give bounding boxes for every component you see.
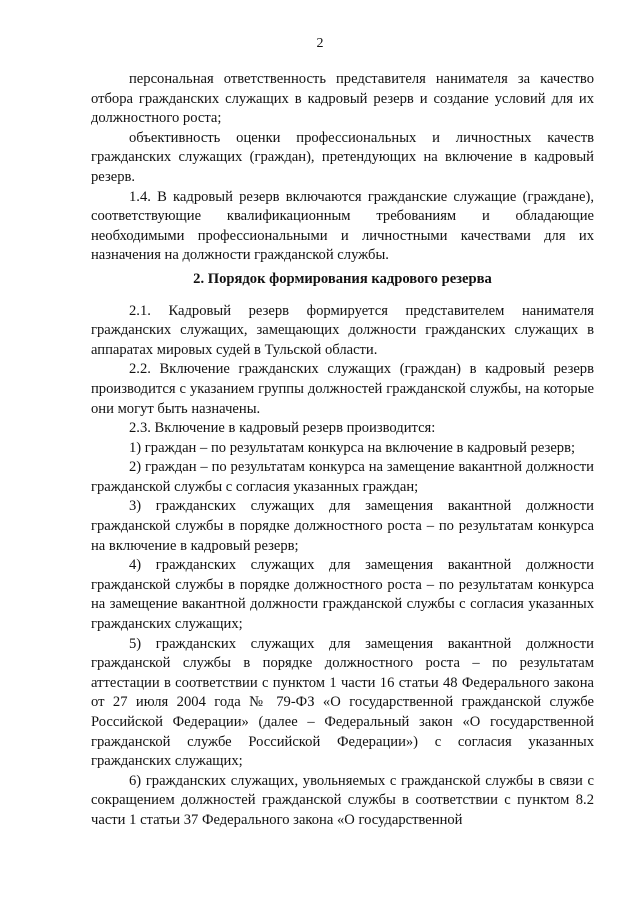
paragraph-1-4: 1.4. В кадровый резерв включаются гражданские служащие (граждане), соответствующие квалификационным требованиям и обладающие необходимыми профессиональными и личностными качествами для их назначения на должности гражданской службы. <box>91 188 594 264</box>
list-item-2: 2) граждан – по результатам конкурса на замещение вакантной должности гражданской службы с согласия указанных граждан; <box>91 459 594 495</box>
list-item-1: 1) граждан – по результатам конкурса на включение в кадровый резерв; <box>129 439 576 456</box>
page-number: 2 <box>316 36 324 51</box>
paragraph-2-3: 2.3. Включение в кадровый резерв производится: <box>129 420 436 437</box>
section-heading: 2. Порядок формирования кадрового резерва <box>193 270 492 287</box>
list-item-4: 4) гражданских служащих для замещения вакантной должности гражданской службы в порядке должностного роста – по результатам конкурса на замещение вакантной должности гражданской службы с согласия указанных гражданских служащих; <box>91 557 594 633</box>
document-body <box>91 70 594 831</box>
paragraph-objectivity: объективность оценки профессиональных и личностных качеств гражданских служащих (граждан), претендующих на включение в кадровый резерв. <box>91 129 594 185</box>
list-item-5: 5) гражданских служащих для замещения вакантной должности гражданской службы в порядке должностного роста – по результатам аттестации в соответствии с пунктом 1 части 16 статьи 48 Федерального закона от 27 июля 2004 года № 79-ФЗ «О государственной гражданской службе Российской Федерации» (далее – Федеральный закон «О государственной гражданской службе Российской Федерации») с согласия указанных гражданских служащих; <box>91 635 594 770</box>
paragraph-2-2: 2.2. Включение гражданских служащих (граждан) в кадровый резерв производится с указанием группы должностей гражданской службы, на которые они могут быть назначены. <box>91 361 594 417</box>
paragraph-2-1: 2.1. Кадровый резерв формируется представителем нанимателя гражданских служащих, замещающих должности гражданских служащих в аппаратах мировых судей в Тульской области. <box>91 302 594 358</box>
paragraph-responsibility: персональная ответственность представителя нанимателя за качество отбора гражданских служащих в кадровый резерв и создание условий для их должностного роста; <box>91 71 594 127</box>
list-item-3: 3) гражданских служащих для замещения вакантной должности гражданской службы в порядке должностного роста – по результатам конкурса на включение в кадровый резерв; <box>91 498 594 554</box>
list-item-6: 6) гражданских служащих, увольняемых с гражданской службы в связи с сокращением должностей гражданской службы в соответствии с пунктом 8.2 части 1 статьи 37 Федерального закона «О государственной <box>91 772 594 828</box>
